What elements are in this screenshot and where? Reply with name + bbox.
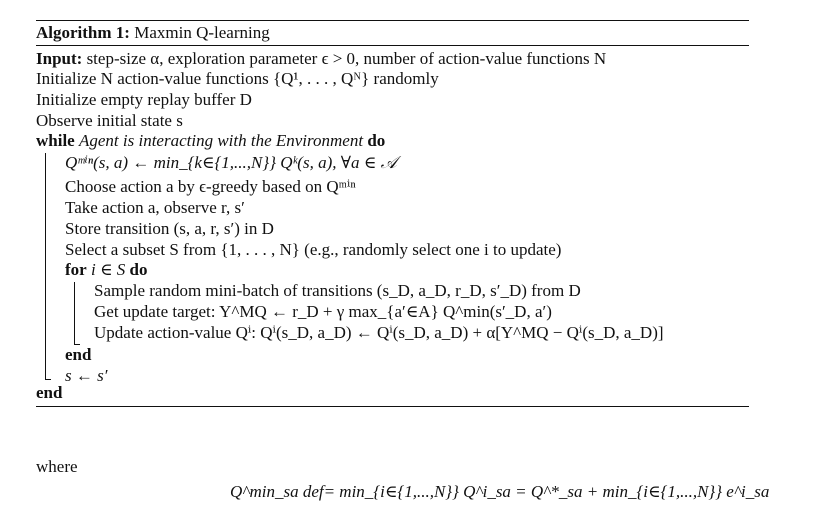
algorithm-header bbox=[36, 23, 270, 43]
for-do: do bbox=[129, 260, 148, 279]
header-rule bbox=[36, 45, 749, 46]
select-line: Select a subset S from {1, . . . , N} (e.g., randomly select one i to update) bbox=[65, 240, 562, 259]
end-while-line bbox=[36, 383, 62, 403]
equation-text: Q^min_sa def= min_{i∈{1,...,N}} Q^i_sa = Q^*_sa + min_{i∈{1,...,N}} e^i_sa bbox=[230, 482, 770, 501]
observe-line: Observe initial state s bbox=[36, 111, 183, 130]
take-line: Take action a, observe r, s′ bbox=[65, 198, 245, 217]
for-block-bar bbox=[74, 282, 75, 344]
end-while-keyword: end bbox=[36, 383, 63, 402]
algorithm-title: Maxmin Q-learning bbox=[134, 23, 270, 42]
for-keyword: for bbox=[65, 260, 87, 279]
while-line bbox=[36, 131, 385, 151]
qmin-line: Qᵐⁱⁿ(s, a) ← min_{k∈{1,...,N}} Qᵏ(s, a), ∀a ∈ 𝒜 bbox=[65, 153, 397, 172]
for-line bbox=[65, 260, 148, 280]
bottom-rule bbox=[36, 406, 749, 407]
while-condition: Agent is interacting with the Environment bbox=[78, 131, 364, 150]
choose-line: Choose action a by ϵ-greedy based on Qᵐⁱⁿ bbox=[65, 177, 356, 196]
algorithm-number: Algorithm 1: bbox=[36, 23, 130, 42]
store-line: Store transition (s, a, r, s′) in D bbox=[65, 219, 274, 238]
input-line bbox=[36, 49, 606, 69]
for-condition: i ∈ S bbox=[90, 260, 126, 279]
input-text: step-size α, exploration parameter ϵ > 0, number of action-value functions N bbox=[86, 49, 607, 68]
input-keyword: Input: bbox=[36, 49, 83, 68]
where-label: where bbox=[36, 457, 78, 476]
end-for-keyword: end bbox=[65, 345, 92, 364]
sample-line: Sample random mini-batch of transitions (s_D, a_D, r_D, s′_D) from D bbox=[94, 281, 581, 300]
init-q-line: Initialize N action-value functions {Q¹, . . . , Qᴺ} randomly bbox=[36, 69, 439, 88]
while-do: do bbox=[367, 131, 386, 150]
top-rule bbox=[36, 20, 749, 21]
assign-line: s ← s′ bbox=[65, 366, 108, 385]
update-line: Update action-value Qⁱ: Qⁱ(s_D, a_D) ← Qⁱ(s_D, a_D) + α[Y^MQ − Qⁱ(s_D, a_D)] bbox=[94, 323, 664, 342]
while-block-tick bbox=[45, 379, 51, 380]
target-line: Get update target: Y^MQ ← r_D + γ max_{a′∈A} Q^min(s′_D, a′) bbox=[94, 302, 552, 321]
while-keyword: while bbox=[36, 131, 75, 150]
init-buffer-line: Initialize empty replay buffer D bbox=[36, 90, 252, 109]
end-for-line bbox=[65, 345, 91, 365]
while-block-bar bbox=[45, 153, 46, 379]
